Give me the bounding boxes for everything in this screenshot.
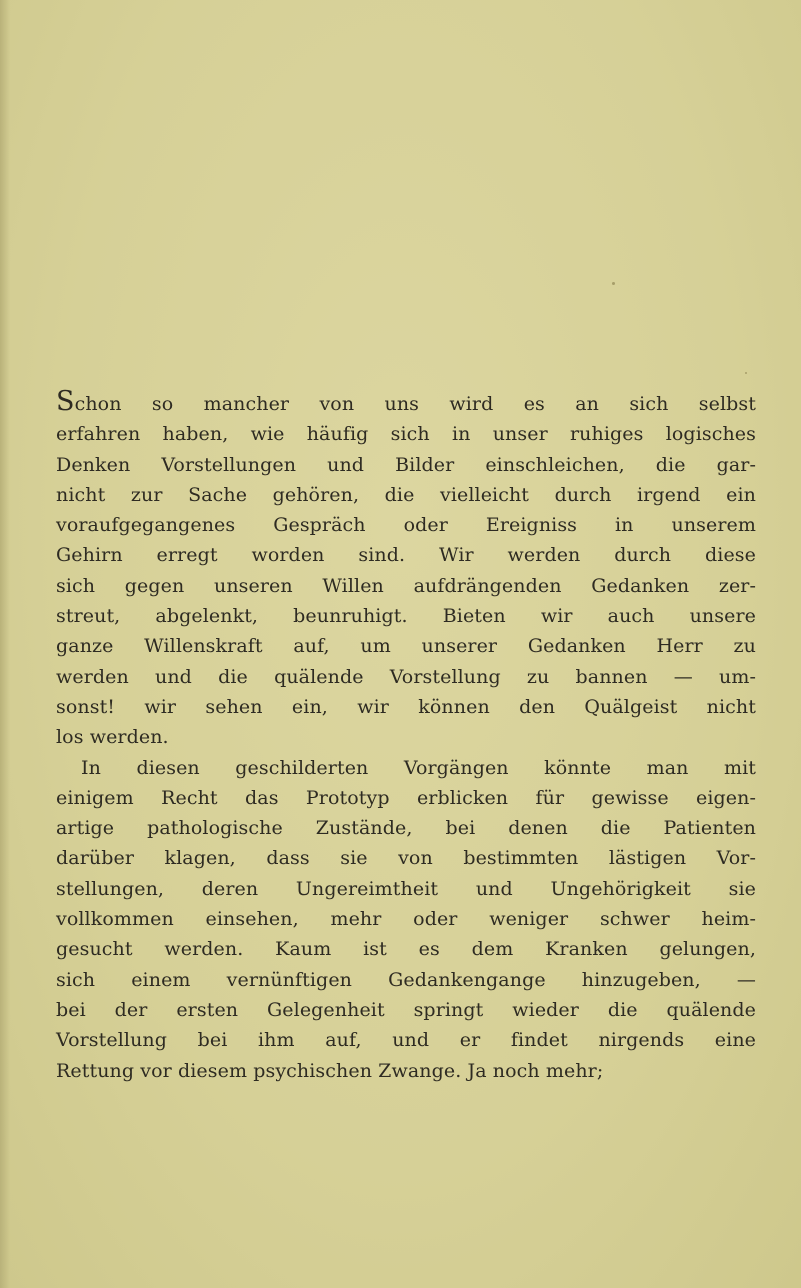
line-text: sich einem vernünftigen Gedankengange hinzugeben, — [56, 968, 756, 991]
line-text: nicht zur Sache gehören, die vielleicht durch irgend ein [56, 483, 756, 506]
text-line [56, 753, 756, 783]
line-text: sonst! wir sehen ein, wir können den Quälgeist nicht [56, 695, 756, 718]
text-line [56, 386, 756, 419]
text-line [56, 813, 756, 843]
line-text: Vorstellung bei ihm auf, und er findet nirgends eine [56, 1029, 756, 1052]
text-line [56, 1025, 756, 1055]
line-text: stellungen, deren Ungereimtheit und Ungehörigkeit sie [56, 877, 756, 900]
line-text: In diesen geschilderten Vorgängen könnte man mit [81, 756, 756, 779]
text-line [56, 934, 756, 964]
line-text: bei der ersten Gelegenheit springt wieder die quälende [56, 998, 756, 1021]
line-text: Denken Vorstellungen und Bilder einschleichen, die gar- [56, 453, 756, 476]
text-line [56, 631, 756, 661]
text-line [56, 450, 756, 480]
text-line [56, 510, 756, 540]
text-line [56, 965, 756, 995]
text-line [56, 995, 756, 1025]
line-text: werden und die quälende Vorstellung zu bannen — um- [56, 665, 756, 688]
initial-letter: S [56, 386, 75, 417]
text-line [56, 1056, 756, 1086]
line-text: voraufgegangenes Gespräch oder Ereigniss in unserem [56, 514, 756, 537]
line-text: gesucht werden. Kaum ist es dem Kranken gelungen, [56, 938, 756, 961]
text-line [56, 601, 756, 631]
text-line [56, 874, 756, 904]
line-text: los werden. [56, 726, 169, 749]
page-edge-shadow [0, 0, 10, 1288]
line-text: streut, abgelenkt, beunruhigt. Bieten wir auch unsere [56, 605, 756, 628]
line-text: sich gegen unseren Willen aufdrängenden Gedanken zer- [56, 574, 756, 597]
line-text: erfahren haben, wie häufig sich in unser ruhiges logisches [56, 423, 756, 446]
text-line [56, 843, 756, 873]
paper-speck [612, 282, 615, 285]
text-line [56, 419, 756, 449]
line-text: Gehirn erregt worden sind. Wir werden durch diese [56, 544, 756, 567]
text-line [56, 662, 756, 692]
text-line [56, 904, 756, 934]
line-text: artige pathologische Zustände, bei denen die Patienten [56, 817, 756, 840]
paper-speck [745, 372, 747, 374]
text-line [56, 783, 756, 813]
text-line [56, 692, 756, 722]
text-line [56, 540, 756, 570]
line-text: chon so mancher von uns wird es an sich selbst [74, 393, 756, 415]
line-text: einigem Recht das Prototyp erblicken für gewisse eigen- [56, 786, 756, 809]
text-line [56, 571, 756, 601]
text-line [56, 722, 756, 752]
line-text: Rettung vor diesem psychischen Zwange. Ja noch mehr; [56, 1059, 604, 1082]
line-text: ganze Willenskraft auf, um unserer Gedanken Herr zu [56, 635, 756, 658]
line-text: darüber klagen, dass sie von bestimmten lästigen Vor- [56, 847, 756, 870]
line-text: vollkommen einsehen, mehr oder weniger schwer heim- [56, 908, 756, 931]
body-text [56, 386, 756, 1086]
text-line [56, 480, 756, 510]
